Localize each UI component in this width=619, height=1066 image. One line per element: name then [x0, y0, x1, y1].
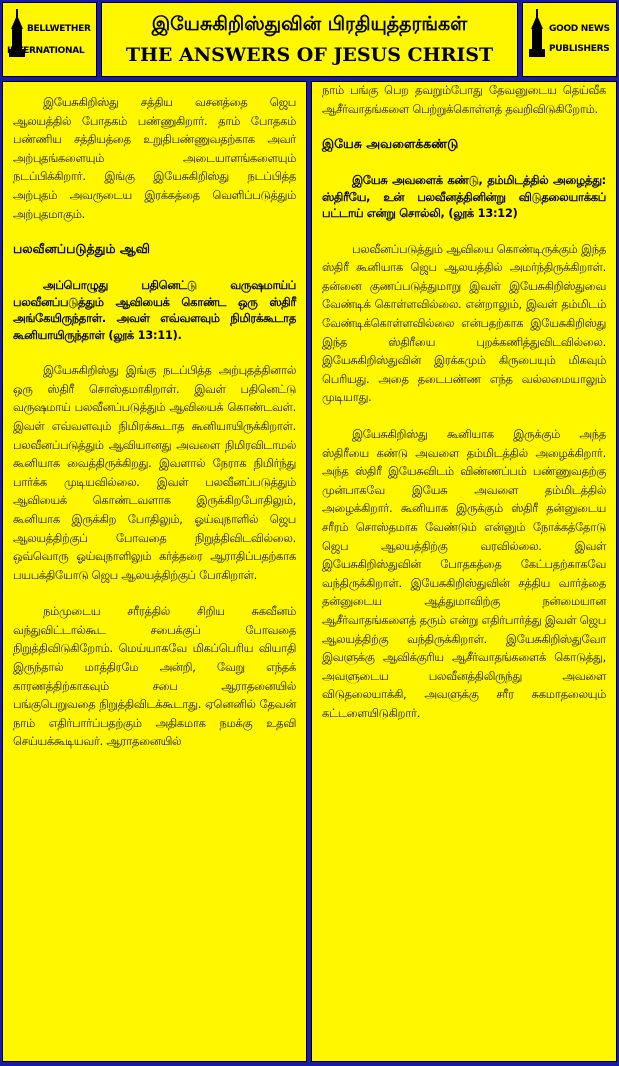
left-column — [2, 81, 307, 1062]
body-paragraph: பலவீனப்படுத்தும் ஆவியை கொண்டிருக்கும் இந்த ஸ்திரீ கூனியாக ஜெப ஆலயத்தில் அமர்ந்திருக்கிறாள். தன்னை குணப்படுத்துமாறு இவள் இயேசுகிறிஸ்துவை வேண்டிக் கொள்ளவில்லை. என்றாலும், இவள் தம்மிடம் வேண்டிக்கொள்ளவில்லை என்பதற்காக இயேசுகிறிஸ்து இந்த ஸ்திரீயை புறக்கணித்துவிடவில்லை. இயேசுகிறிஸ்துவின் இரக்கமும் கிருபையும் மிகவும் பெரியது. அதை தடைபண்ண எந்த வல்லமையாலும் முடியாது. — [322, 242, 606, 405]
logo-left-line1: BELLWETHER — [27, 24, 91, 34]
bellwether-logo — [2, 2, 97, 77]
good-news-logo — [522, 2, 617, 77]
logo-left-line2: INTERNATIONAL — [7, 46, 85, 56]
scripture-quote: இயேசு அவளைக் கண்டு, தம்மிடத்தில் அழைத்து: ஸ்திரீயே, உன் பலவீனத்தினின்று விடுதலையாக்கப் பட்டாய் என்று சொல்லி, (லூக் 13:12) — [322, 174, 606, 221]
body-paragraph: நம்முடைய சரீரத்தில் சிறிய சுகவீனம் வந்துவிட்டால்கூட சபைக்குப் போவதை நிறுத்திவிடுகிறோம். மெய்யாகவே மிகப்பெரிய வியாதி இருந்தால் மாத்திரமே அன்றி, வேறு எந்தக் காரணத்திற்காகவும் சபை ஆராதனையில் பங்குபெறுவதை நிறுத்திவிடக்கூடாது. ஏனெனில் தேவன் நாம் எதிர்பார்ப்பதற்கும் அதிகமாக நமக்கு உதவி செய்யக்கூடியவர். ஆராதனையில் — [13, 605, 296, 749]
right-column — [311, 81, 617, 1062]
section-heading: இயேசு அவளைக்கண்டு — [322, 136, 459, 152]
continuation-paragraph: நாம் பங்கு பெற தவறும்போது தேவனுடைய தெய்வீக ஆசீர்வாதங்களை பெற்றுக்கொள்ளத் தவறிவிடுகிறோம். — [322, 84, 606, 116]
logo-right-line2: PUBLISHERS — [549, 44, 610, 54]
logo-right-line1: GOOD NEWS — [549, 24, 610, 34]
section-heading: பலவீனப்படுத்தும் ஆவி — [13, 241, 150, 257]
header — [2, 2, 617, 77]
title-box — [101, 2, 518, 77]
title-tamil: இயேசுகிறிஸ்துவின் பிரதியுத்தரங்கள் — [151, 13, 468, 35]
scripture-quote: அப்பொழுது பதினெட்டு வருஷமாய்ப் பலவீனப்படுத்தும் ஆவியைக் கொண்ட ஒரு ஸ்திரீ அங்கேயிருந்தாள். அவள் எவ்வளவும் நிமிரக்கூடாத கூனியாயிருந்தாள் (லூக் 13:11). — [13, 279, 296, 342]
tower-icon — [527, 9, 551, 59]
intro-paragraph: இயேசுகிறிஸ்து சத்திய வசனத்தை ஜெப ஆலயத்தில் போதகம் பண்ணுகிறார். தாம் போதகம் பண்ணிய சத்தியத்தை உறுதிபண்ணுவதற்காக அவர் அற்புதங்களையும் அடையாளங்களையும் நடப்பிக்கிறார். இங்கு இயேசுகிறிஸ்து நடப்பித்த அற்புதம் அவருடைய இரக்கத்தை வெளிப்படுத்தும் அற்புதமாகும். — [13, 96, 296, 221]
body-paragraph: இயேசுகிறிஸ்து கூனியாக இருக்கும் அந்த ஸ்திரீயை கண்டு அவளை தம்மிடத்தில் அழைக்கிறார். அந்த ஸ்திரீ இயேசுவிடம் விண்ணப்பம் பண்ணுவதற்கு முன்பாகவே இயேசு அவளை தம்மிடத்தில் அழைக்கிறார். கூனியாக இருக்கும் ஸ்திரீ தன்னுடைய சரீரம் சொஸ்தமாக வேண்டும் என்னும் நோக்கத்தோடு ஜெப ஆலயத்திற்கு வரவில்லை. இவள் இயேசுகிறிஸ்துவின் போதகத்தை கேட்பதற்காகவே வந்திருக்கிறாள். இயேசுகிறிஸ்துவின் சத்திய வார்த்தை தன்னுடைய ஆத்துமாவிற்கு நன்மையான ஆசீர்வாதங்களைத் தரும் என்று எதிர்பார்த்து இவள் ஜெப ஆலயத்திற்கு வந்திருக்கிறாள். இயேசுகிறிஸ்துவோ இவளுக்கு ஆவிக்குரிய ஆசீர்வாதங்களைக் கொடுத்து, அவளுடைய பலவீனத்திலிருந்து அவளை விடுதலையாக்கி, அவளுக்கு சரீர சுகமாதலையும் கட்டளையிடுகிறார். — [322, 428, 606, 720]
body-paragraph: இயேசுகிறிஸ்து இங்கு நடப்பித்த அற்புதத்தினால் ஒரு ஸ்திரீ சொஸ்தமாகிறாள். இவள் பதினெட்டு வருஷமாய் பலவீனப்படுத்தும் ஆவியைக் கொண்டவள். இவள் எவ்வளவும் நிமிரக்கூடாத கூனியாயிருக்கிறாள். பலவீனப்படுத்தும் ஆவியானது அவளை நிமிரவிடாமல் கூனியாக வைத்திருக்கிறது. இவளால் நேராக நிமிர்ந்து பார்க்க முடியவில்லை. இவள் பலவீனப்படுத்தும் ஆவியைக் கொண்டவளாக இருக்கிறபோதிலும், கூனியாக இருக்கிற போதிலும், ஓய்வுநாளில் ஜெப ஆலயத்திற்குப் போவதை நிறுத்திவிடவில்லை. ஒவ்வொரு ஓய்வுநாளிலும் கர்த்தரை ஆராதிப்பதற்காக பயபக்தியோடு ஜெப ஆலயத்திற்குப் போகிறாள். — [13, 364, 296, 582]
title-english: THE ANSWERS OF JESUS CHRIST — [125, 44, 494, 66]
